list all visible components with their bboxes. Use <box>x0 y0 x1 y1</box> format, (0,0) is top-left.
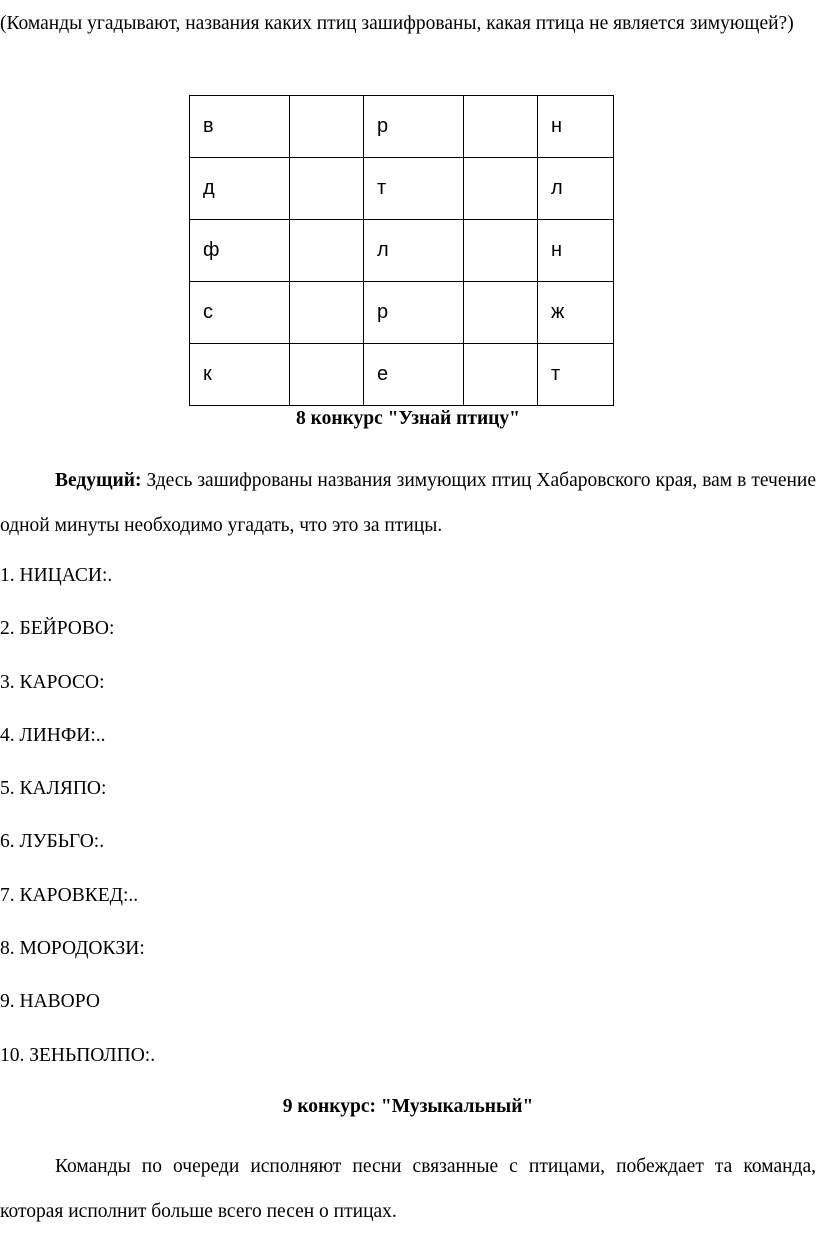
list-item: 7. КАРОВКЕД:.. <box>0 884 139 906</box>
grid-cell <box>290 282 364 344</box>
grid-row <box>190 96 614 158</box>
grid-cell: в <box>190 96 290 158</box>
grid-cell <box>290 96 364 158</box>
grid-cell <box>464 158 538 220</box>
contest-8-description <box>0 458 816 548</box>
list-item: 8. МОРОДОКЗИ: <box>0 938 145 960</box>
grid-cell: т <box>538 344 614 406</box>
grid-row <box>190 282 614 344</box>
grid-row <box>190 344 614 406</box>
grid-cell: л <box>538 158 614 220</box>
list-item: 9. НАВОРО <box>0 991 100 1013</box>
grid-cell: л <box>364 220 464 282</box>
grid-row <box>190 220 614 282</box>
grid-cell <box>464 344 538 406</box>
grid-cell: р <box>364 96 464 158</box>
encrypted-birds-list <box>0 556 155 1089</box>
grid-cell: д <box>190 158 290 220</box>
grid-cell <box>290 220 364 282</box>
grid-cell: е <box>364 344 464 406</box>
grid-cell <box>464 282 538 344</box>
contest-8-text: Здесь зашифрованы названия зимующих птиц Хабаровского края, вам в течение одной минуты необходимо угадать, что это за птицы. <box>0 470 816 536</box>
letter-grid <box>189 95 614 406</box>
contest-9-description <box>0 1144 816 1234</box>
contest-9-text: Команды по очереди исполняют песни связанные с птицами, побеждает та команда, которая исполнит больше всего песен о птицах. <box>0 1156 816 1222</box>
intro-text: (Команды угадывают, названия каких птиц зашифрованы, какая птица не является зимующей?) <box>0 13 794 34</box>
grid-cell <box>464 96 538 158</box>
list-item: 5. КАЛЯПО: <box>0 778 107 800</box>
grid-cell: р <box>364 282 464 344</box>
grid-cell <box>290 344 364 406</box>
list-item: 2. БЕЙРОВО: <box>0 618 115 640</box>
list-item: 1. НИЦАСИ:. <box>0 565 113 586</box>
list-item: 10. ЗЕНЬПОЛПО:. <box>0 1044 156 1066</box>
grid-cell: с <box>190 282 290 344</box>
grid-cell: т <box>364 158 464 220</box>
grid-cell: н <box>538 96 614 158</box>
list-item: 4. ЛИНФИ:.. <box>0 724 106 746</box>
contest-8-title: 8 конкурс "Узнай птицу" <box>295 408 520 429</box>
list-item: 3. КАРОСО: <box>0 671 105 693</box>
grid-cell: ф <box>190 220 290 282</box>
grid-cell <box>290 158 364 220</box>
grid-cell: н <box>538 220 614 282</box>
grid-cell <box>464 220 538 282</box>
list-item: 6. ЛУБЬГО:. <box>0 831 105 853</box>
grid-row <box>190 158 614 220</box>
grid-cell: ж <box>538 282 614 344</box>
contest-9-title: 9 конкурс: "Музыкальный" <box>282 1096 534 1117</box>
host-label: Ведущий: <box>55 470 142 491</box>
grid-cell: к <box>190 344 290 406</box>
